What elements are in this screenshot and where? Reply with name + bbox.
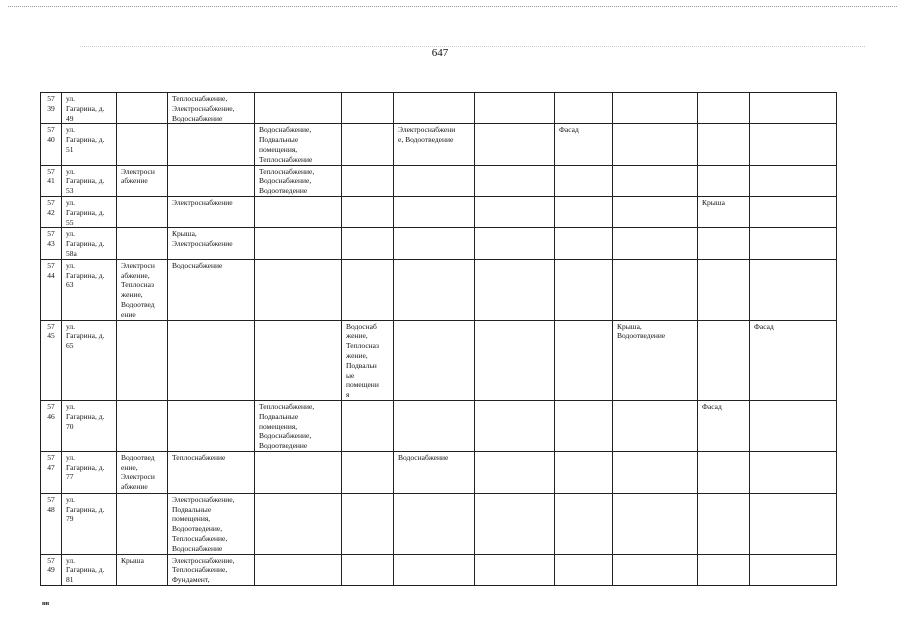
table-cell (750, 400, 837, 451)
table-cell: Фасад (750, 320, 837, 400)
table-cell: Теплоснабжение, Электроснабжение, Водоснабжение (168, 93, 255, 124)
table-cell (255, 196, 342, 227)
table-cell (168, 124, 255, 165)
footer-mark: нв (42, 600, 50, 607)
table-cell (555, 554, 613, 585)
address-cell: ул. Гагарина, д. 65 (62, 320, 117, 400)
table-cell: Теплоснабжение, Подвальные помещения, Водоснабжение, Водоотведение (255, 400, 342, 451)
scan-artifact-row (80, 46, 865, 51)
table-cell (394, 400, 475, 451)
table-cell: Электроснабжени е, Водоотведение (394, 124, 475, 165)
table-cell (613, 124, 698, 165)
table-row (41, 400, 837, 451)
table-cell (255, 259, 342, 320)
table-row (41, 165, 837, 196)
table-cell (555, 493, 613, 554)
table-cell (394, 493, 475, 554)
table-cell (475, 228, 555, 259)
table-cell (750, 451, 837, 493)
table-row (41, 451, 837, 493)
table-cell (750, 554, 837, 585)
table-cell (750, 165, 837, 196)
table-cell (475, 493, 555, 554)
table-cell (750, 228, 837, 259)
repair-schedule-table (40, 92, 837, 586)
table-cell (750, 259, 837, 320)
table-cell (117, 93, 168, 124)
table-cell (342, 259, 394, 320)
table-cell (475, 400, 555, 451)
table-cell (168, 165, 255, 196)
table-cell: Крыша, Электроснабжение (168, 228, 255, 259)
table-cell: Фасад (698, 400, 750, 451)
table-cell (342, 493, 394, 554)
table-cell (342, 400, 394, 451)
table-cell: Водоотвед ение, Электроси абжение (117, 451, 168, 493)
table-cell (255, 320, 342, 400)
row-number-cell: 57 39 (41, 93, 62, 124)
table-cell (613, 554, 698, 585)
table-cell (613, 228, 698, 259)
table-cell (117, 320, 168, 400)
table-cell (555, 228, 613, 259)
table-cell (555, 400, 613, 451)
address-cell: ул. Гагарина, д. 63 (62, 259, 117, 320)
address-cell: ул. Гагарина, д. 55 (62, 196, 117, 227)
table-cell (698, 124, 750, 165)
row-number-cell: 57 41 (41, 165, 62, 196)
table-cell: Крыша (117, 554, 168, 585)
table-cell (613, 493, 698, 554)
table-cell (698, 259, 750, 320)
table-cell: Электросн абжение, Теплосназ жение, Водоотвед ение (117, 259, 168, 320)
table-cell (255, 554, 342, 585)
scan-artifact-line (0, 0, 905, 8)
table-cell: Электроснабжение, Теплоснабжение, Фундамент, (168, 554, 255, 585)
table-row (41, 93, 837, 124)
address-cell: ул. Гагарина, д. 70 (62, 400, 117, 451)
table-cell: Электросн абжение (117, 165, 168, 196)
table-cell (555, 196, 613, 227)
table-cell (613, 165, 698, 196)
table-cell (117, 493, 168, 554)
table-row (41, 493, 837, 554)
row-number-cell: 57 46 (41, 400, 62, 451)
table-cell (555, 259, 613, 320)
table-cell (342, 228, 394, 259)
table-cell (394, 228, 475, 259)
table-cell: Электроснабжение, Подвальные помещения, Водоотведение, Теплоснабжение, Водоснабжение (168, 493, 255, 554)
table-row (41, 259, 837, 320)
table-cell (342, 93, 394, 124)
table-cell: Крыша (698, 196, 750, 227)
table-row (41, 320, 837, 400)
table-cell (394, 259, 475, 320)
address-cell: ул. Гагарина, д. 51 (62, 124, 117, 165)
table-cell (394, 320, 475, 400)
table-cell (117, 196, 168, 227)
table-cell (475, 554, 555, 585)
table-cell (475, 124, 555, 165)
address-cell: ул. Гагарина, д. 53 (62, 165, 117, 196)
table-cell (555, 165, 613, 196)
table-cell (475, 451, 555, 493)
table-cell (255, 493, 342, 554)
table-cell (475, 196, 555, 227)
table-row (41, 196, 837, 227)
table-cell (698, 93, 750, 124)
table-cell (168, 320, 255, 400)
table-cell (555, 451, 613, 493)
row-number-cell: 57 48 (41, 493, 62, 554)
table-cell (613, 451, 698, 493)
table-cell: Теплоснабжение (168, 451, 255, 493)
table-cell: Фасад (555, 124, 613, 165)
table-cell (698, 554, 750, 585)
address-cell: ул. Гагарина, д. 77 (62, 451, 117, 493)
address-cell: ул. Гагарина, д. 49 (62, 93, 117, 124)
table-cell (394, 93, 475, 124)
row-number-cell: 57 44 (41, 259, 62, 320)
table-cell: Электроснабжение (168, 196, 255, 227)
table-cell (342, 554, 394, 585)
table-cell (342, 451, 394, 493)
table-cell (342, 196, 394, 227)
table-row (41, 554, 837, 585)
table-cell: Водоснабжение, Подвальные помещения, Теплоснабжение (255, 124, 342, 165)
table-cell (750, 93, 837, 124)
table-cell (394, 165, 475, 196)
table-cell (255, 93, 342, 124)
address-cell: ул. Гагарина, д. 79 (62, 493, 117, 554)
table-cell (698, 493, 750, 554)
table-cell (698, 451, 750, 493)
table-cell (475, 259, 555, 320)
table-cell (255, 228, 342, 259)
table-cell: Водоснабжение (394, 451, 475, 493)
table-cell (475, 165, 555, 196)
table-cell (342, 165, 394, 196)
table-cell: Водоснабжение (168, 259, 255, 320)
table-cell (117, 400, 168, 451)
table-cell (555, 93, 613, 124)
table-cell (750, 124, 837, 165)
row-number-cell: 57 47 (41, 451, 62, 493)
table-cell: Теплоснабжение, Водоснабжение, Водоотведение (255, 165, 342, 196)
table-cell (698, 320, 750, 400)
table-cell: Крыша, Водоотведение (613, 320, 698, 400)
row-number-cell: 57 49 (41, 554, 62, 585)
address-cell: ул. Гагарина, д. 81 (62, 554, 117, 585)
address-cell: ул. Гагарина, д. 58а (62, 228, 117, 259)
page-number: 647 (431, 47, 449, 59)
table-cell (613, 259, 698, 320)
table-cell (750, 196, 837, 227)
table-cell (117, 124, 168, 165)
table-cell (255, 451, 342, 493)
table-cell (475, 93, 555, 124)
table-cell (750, 493, 837, 554)
table-cell (613, 196, 698, 227)
table-cell (342, 124, 394, 165)
table-cell (475, 320, 555, 400)
table-row (41, 124, 837, 165)
row-number-cell: 57 45 (41, 320, 62, 400)
table-cell (613, 93, 698, 124)
row-number-cell: 57 43 (41, 228, 62, 259)
table-cell (394, 554, 475, 585)
table-cell (117, 228, 168, 259)
table-cell (394, 196, 475, 227)
table-cell (698, 228, 750, 259)
table-cell (698, 165, 750, 196)
row-number-cell: 57 42 (41, 196, 62, 227)
row-number-cell: 57 40 (41, 124, 62, 165)
table-row (41, 228, 837, 259)
table-cell (613, 400, 698, 451)
table-cell: Водоснаб жение, Теплосназ жение, Подвальн ые помещени я (342, 320, 394, 400)
table-cell (555, 320, 613, 400)
table-cell (168, 400, 255, 451)
